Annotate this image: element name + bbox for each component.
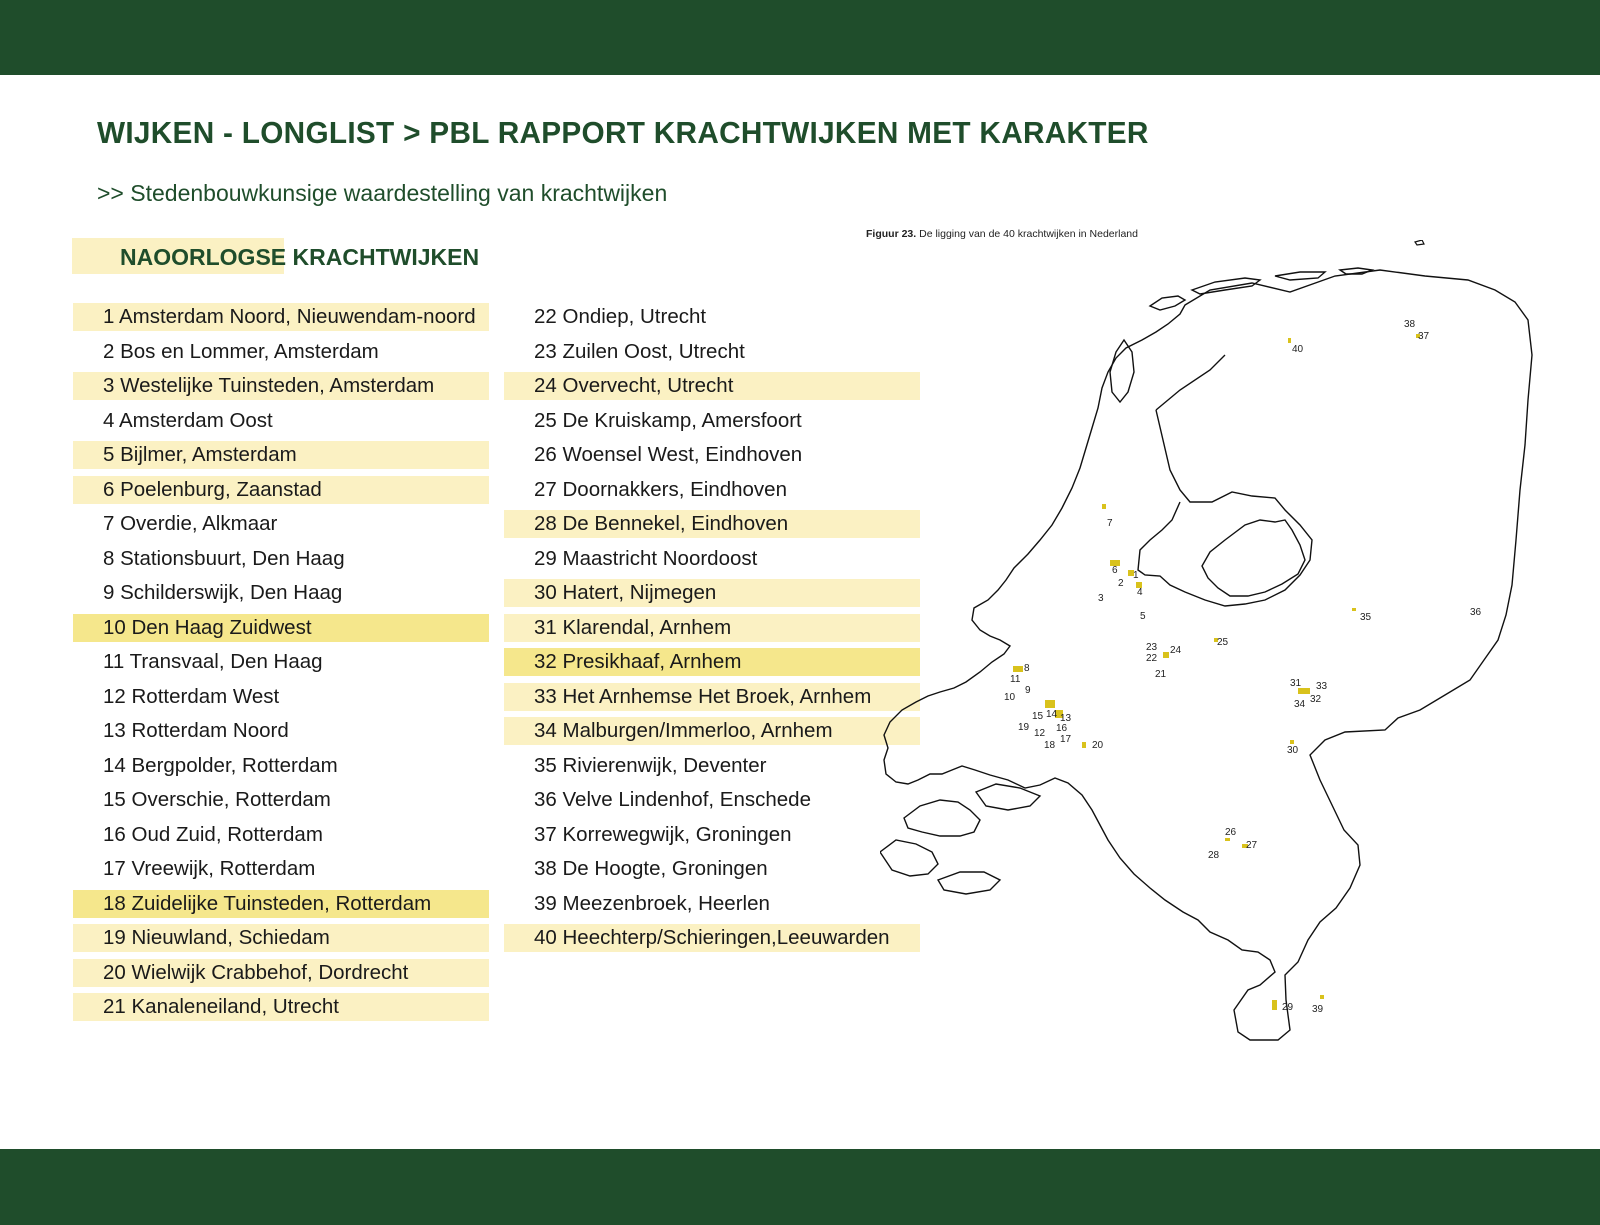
- map-marker: [1102, 504, 1106, 509]
- list-item: [73, 476, 489, 504]
- list-item-text: 7 Overdie, Alkmaar: [103, 512, 278, 535]
- map-zeeland-2: [880, 840, 938, 876]
- list-item: [73, 752, 489, 780]
- map-markers: [1013, 334, 1420, 1010]
- list-item: [73, 407, 489, 435]
- list-item-text: 29 Maastricht Noordoost: [534, 546, 758, 570]
- list-item-text: 18 Zuidelijke Tuinsteden, Rotterdam: [103, 891, 432, 915]
- map-label: 24: [1170, 645, 1182, 656]
- list-item: [73, 372, 489, 400]
- map-marker: [1320, 995, 1324, 999]
- list-item: [504, 821, 920, 849]
- map-label: 30: [1287, 745, 1299, 756]
- page-title: WIJKEN - LONGLIST > PBL RAPPORT KRACHTWIJKEN MET KARAKTER: [97, 115, 1149, 150]
- map-ijsselmeer: [1138, 410, 1312, 606]
- list-item: [73, 855, 489, 883]
- map-island-terschelling: [1192, 278, 1260, 294]
- list-item-text: 36 Velve Lindenhof, Enschede: [534, 788, 811, 811]
- map-label: 40: [1292, 344, 1304, 355]
- map-label: 36: [1470, 607, 1482, 618]
- map-label: 7: [1107, 518, 1113, 529]
- list-item-text: 8 Stationsbuurt, Den Haag: [103, 546, 345, 570]
- figure-caption-number: Figuur 23.: [866, 228, 917, 240]
- map-label: 39: [1312, 1004, 1324, 1015]
- list-item-text: 11 Transvaal, Den Haag: [103, 650, 323, 673]
- list-item-text: 25 De Kruiskamp, Amersfoort: [534, 408, 802, 432]
- list-item-text: 40 Heechterp/Schieringen,Leeuwarden: [534, 926, 890, 949]
- list-item-text: 2 Bos en Lommer, Amsterdam: [103, 339, 379, 363]
- list-item: [504, 545, 920, 573]
- list-item: [504, 683, 920, 711]
- map-label: 38: [1404, 319, 1416, 330]
- list-item-text: 15 Overschie, Rotterdam: [103, 788, 331, 811]
- map-zeeland-1: [904, 800, 980, 836]
- map-marker: [1013, 666, 1023, 672]
- list-item-text: 9 Schilderswijk, Den Haag: [103, 581, 343, 604]
- figure-caption: [866, 228, 1138, 240]
- map-label: 26: [1225, 827, 1237, 838]
- map-marker: [1352, 608, 1356, 611]
- list-item: [73, 303, 489, 331]
- list-item: [504, 510, 920, 538]
- list-item-text: 3 Westelijke Tuinsteden, Amsterdam: [103, 374, 435, 397]
- map-zeeland-4: [976, 784, 1040, 810]
- list-item-text: 10 Den Haag Zuidwest: [103, 615, 312, 639]
- map-marker: [1082, 742, 1086, 748]
- map-label: 21: [1155, 669, 1167, 680]
- list-item: [504, 786, 920, 814]
- list-item: [504, 890, 920, 918]
- list-item-text: 24 Overvecht, Utrecht: [534, 374, 734, 397]
- map-label: 20: [1092, 740, 1104, 751]
- list-item: [73, 924, 489, 952]
- list-item-text: 31 Klarendal, Arnhem: [534, 615, 732, 639]
- list-item-text: 26 Woensel West, Eindhoven: [534, 443, 803, 466]
- map-island-rottumeroog: [1415, 240, 1424, 245]
- map-label: 8: [1024, 663, 1030, 674]
- map-label: 16: [1056, 723, 1068, 734]
- list-item: [504, 441, 920, 469]
- list-item: [504, 717, 920, 745]
- list-item: [504, 338, 920, 366]
- list-item-text: 38 De Hoogte, Groningen: [534, 857, 768, 880]
- map-label: 17: [1060, 734, 1072, 745]
- list-item-text: 1 Amsterdam Noord, Nieuwendam-noord: [103, 305, 476, 328]
- map-label: 1: [1133, 570, 1139, 581]
- list-item-text: 39 Meezenbroek, Heerlen: [534, 891, 770, 915]
- map-island-vlieland: [1150, 296, 1185, 310]
- neighbourhood-list-column-2: [504, 303, 920, 959]
- list-item: [73, 786, 489, 814]
- list-item: [73, 959, 489, 987]
- list-item-text: 19 Nieuwland, Schiedam: [103, 926, 330, 949]
- map-marker: [1045, 700, 1055, 708]
- list-item: [504, 614, 920, 642]
- map-label: 11: [1010, 674, 1021, 685]
- map-label: 15: [1032, 711, 1044, 722]
- list-item-text: 33 Het Arnhemse Het Broek, Arnhem: [534, 684, 872, 708]
- list-item-text: 32 Presikhaaf, Arnhem: [534, 650, 742, 673]
- list-item-text: 22 Ondiep, Utrecht: [534, 305, 707, 328]
- list-item: [73, 338, 489, 366]
- map-afsluitdijk: [1156, 355, 1225, 410]
- list-item-text: 6 Poelenburg, Zaanstad: [103, 477, 322, 501]
- map-label: 4: [1137, 587, 1143, 598]
- map-label: 2: [1118, 578, 1124, 589]
- map-label: 31: [1290, 678, 1302, 689]
- list-item-text: 30 Hatert, Nijmegen: [534, 581, 717, 604]
- map-label: 3: [1098, 593, 1104, 604]
- map-label: 33: [1316, 681, 1328, 692]
- map-zeeland-3: [938, 872, 1000, 894]
- map-label: 32: [1310, 694, 1322, 705]
- map-label: 5: [1140, 611, 1146, 622]
- map-marker: [1163, 652, 1169, 658]
- list-item: [73, 510, 489, 538]
- list-item-text: 4 Amsterdam Oost: [103, 408, 273, 432]
- map-marker: [1272, 1000, 1277, 1010]
- list-item: [504, 372, 920, 400]
- map-island-ameland: [1275, 272, 1325, 280]
- list-item-text: 12 Rotterdam West: [103, 684, 280, 708]
- map-labels: [1004, 319, 1482, 1015]
- list-item-text: 5 Bijlmer, Amsterdam: [103, 443, 297, 466]
- list-item-text: 34 Malburgen/Immerloo, Arnhem: [534, 719, 833, 742]
- map-label: 23: [1146, 642, 1158, 653]
- map-label: 9: [1025, 685, 1031, 696]
- list-item: [73, 545, 489, 573]
- map-label: 14: [1046, 709, 1058, 720]
- list-item-text: 17 Vreewijk, Rotterdam: [103, 857, 316, 880]
- map-island-texel: [1110, 340, 1134, 402]
- map-marker: [1288, 338, 1291, 343]
- list-item: [73, 579, 489, 607]
- page-subtitle: >> Stedenbouwkunsige waardestelling van krachtwijken: [97, 180, 668, 206]
- list-item-text: 21 Kanaleneiland, Utrecht: [103, 995, 339, 1018]
- map-label: 35: [1360, 612, 1372, 623]
- map-label: 22: [1146, 653, 1158, 664]
- list-item-text: 14 Bergpolder, Rotterdam: [103, 753, 338, 777]
- list-item-text: 28 De Bennekel, Eindhoven: [534, 512, 789, 535]
- list-item: [73, 441, 489, 469]
- list-item: [504, 407, 920, 435]
- netherlands-map: [880, 240, 1580, 1060]
- section-heading-part1: NAOORLOGSE: [120, 244, 287, 270]
- list-item: [504, 855, 920, 883]
- list-item: [73, 614, 489, 642]
- map-label: 12: [1034, 728, 1046, 739]
- list-item-text: 35 Rivierenwijk, Deventer: [534, 753, 767, 777]
- list-item: [73, 821, 489, 849]
- list-item: [73, 683, 489, 711]
- figure-caption-text: De ligging van de 40 krachtwijken in Nederland: [916, 228, 1138, 240]
- list-item: [504, 752, 920, 780]
- map-label: 27: [1246, 840, 1258, 851]
- list-item-text: 27 Doornakkers, Eindhoven: [534, 477, 787, 501]
- list-item: [73, 717, 489, 745]
- map-label: 28: [1208, 850, 1220, 861]
- list-item: [73, 648, 489, 676]
- list-item-text: 16 Oud Zuid, Rotterdam: [103, 822, 323, 846]
- map-label: 19: [1018, 722, 1030, 733]
- map-label: 18: [1044, 740, 1056, 751]
- map-marker: [1225, 838, 1230, 841]
- list-item-text: 20 Wielwijk Crabbehof, Dordrecht: [103, 960, 409, 984]
- map-label: 34: [1294, 699, 1306, 710]
- bottom-band: [0, 1149, 1600, 1225]
- list-item-text: 13 Rotterdam Noord: [103, 719, 289, 742]
- list-item: [73, 890, 489, 918]
- map-label: 37: [1418, 331, 1430, 342]
- map-marker: [1290, 740, 1294, 744]
- list-item: [504, 303, 920, 331]
- top-band: [0, 0, 1600, 75]
- list-item: [504, 476, 920, 504]
- list-item: [504, 648, 920, 676]
- map-label: 6: [1112, 565, 1118, 576]
- map-label: 10: [1004, 692, 1016, 703]
- list-item: [504, 579, 920, 607]
- neighbourhood-list-column-1: [73, 303, 489, 1028]
- list-item-text: 37 Korrewegwijk, Groningen: [534, 822, 792, 846]
- map-label: 13: [1060, 713, 1072, 724]
- list-item: [504, 924, 920, 952]
- list-item: [73, 993, 489, 1021]
- map-label: 25: [1217, 637, 1229, 648]
- map-label: 29: [1282, 1002, 1294, 1013]
- section-heading-part2: KRACHTWIJKEN: [286, 244, 480, 270]
- list-item-text: 23 Zuilen Oost, Utrecht: [534, 339, 745, 363]
- map-outline: [884, 270, 1532, 1040]
